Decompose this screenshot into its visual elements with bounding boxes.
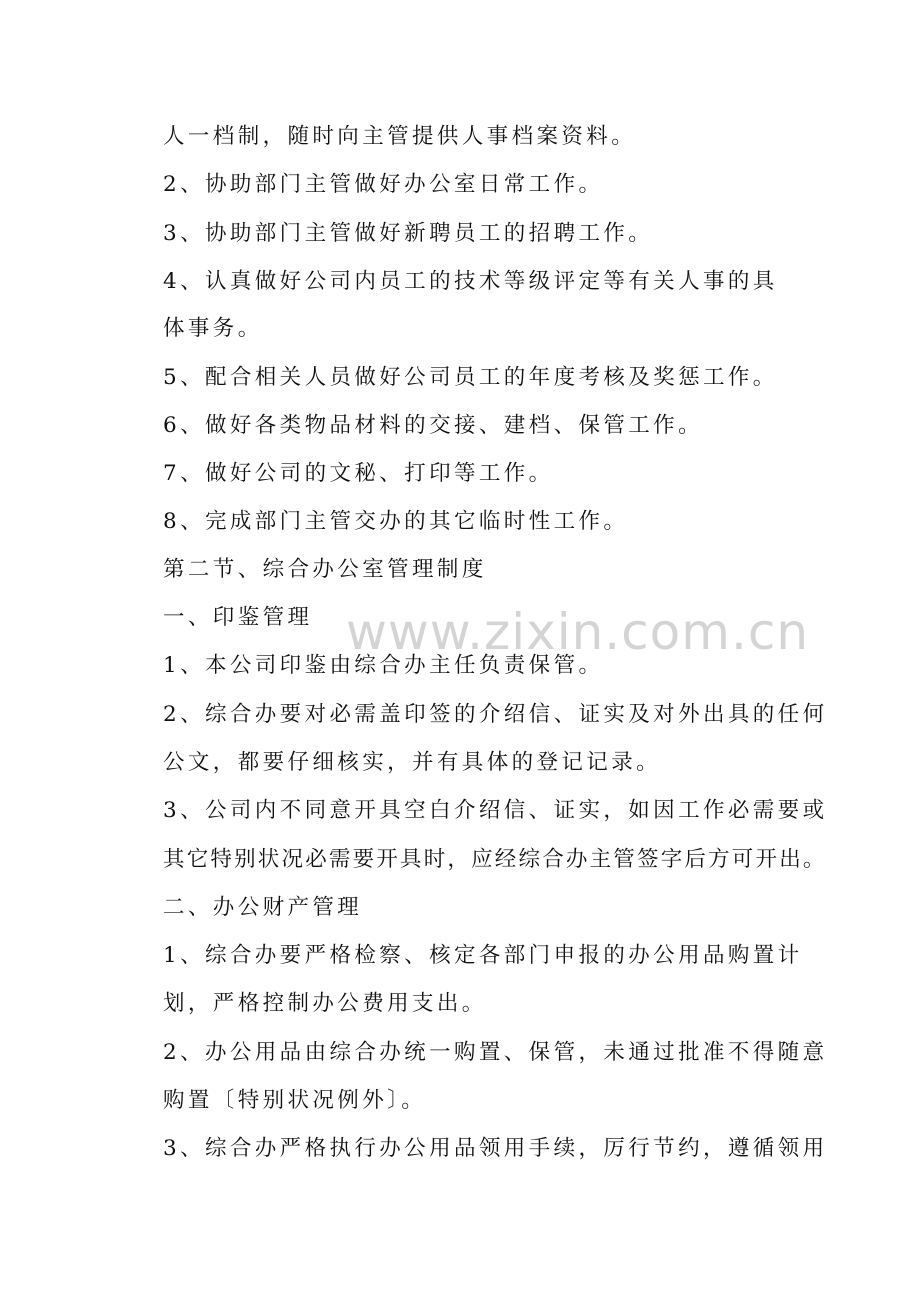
text-line: 4、认真做好公司内员工的技术等级评定等有关人事的具 — [163, 269, 778, 294]
text-line: 其它特别状况必需要开具时，应经综合办主管签字后方可开出。 — [163, 847, 827, 872]
text-line: 2、办公用品由综合办统一购置、保管，未通过批准不得随意 — [163, 1040, 828, 1065]
text-line: 3、协助部门主管做好新聘员工的招聘工作。 — [163, 221, 654, 246]
text-line: 1、本公司印鉴由综合办主任负责保管。 — [163, 653, 604, 678]
text-line: 3、综合办严格执行办公用品领用手续，厉行节约，遵循领用 — [163, 1136, 828, 1161]
text-line: 8、完成部门主管交办的其它临时性工作。 — [163, 509, 629, 534]
watermark: www.zixin.com.cn — [346, 603, 810, 661]
text-line: 人一档制，随时向主管提供人事档案资料。 — [163, 124, 637, 149]
text-line: 7、做好公司的文秘、打印等工作。 — [163, 461, 554, 486]
text-line: 体事务。 — [163, 316, 263, 341]
text-line: 划，严格控制办公费用支出。 — [163, 991, 487, 1016]
text-line: 购置〔特别状况例外〕。 — [163, 1088, 427, 1113]
text-line: 5、配合相关人员做好公司员工的年度考核及奖惩工作。 — [163, 365, 778, 390]
text-line: 公文，都要仔细核实，并有具体的登记记录。 — [163, 750, 662, 775]
text-line: 2、综合办要对必需盖印签的介绍信、证实及对外出具的任何 — [163, 702, 828, 727]
section-heading: 第二节、综合办公室管理制度 — [163, 557, 487, 582]
subsection-heading: 一、印鉴管理 — [163, 605, 313, 630]
text-line: 6、做好各类物品材料的交接、建档、保管工作。 — [163, 413, 703, 438]
subsection-heading: 二、办公财产管理 — [163, 895, 363, 920]
text-line: 3、公司内不同意开具空白介绍信、证实，如因工作必需要或 — [163, 798, 828, 823]
text-line: 1、综合办要严格检察、核定各部门申报的办公用品购置计 — [163, 943, 803, 968]
text-line: 2、协助部门主管做好办公室日常工作。 — [163, 172, 604, 197]
